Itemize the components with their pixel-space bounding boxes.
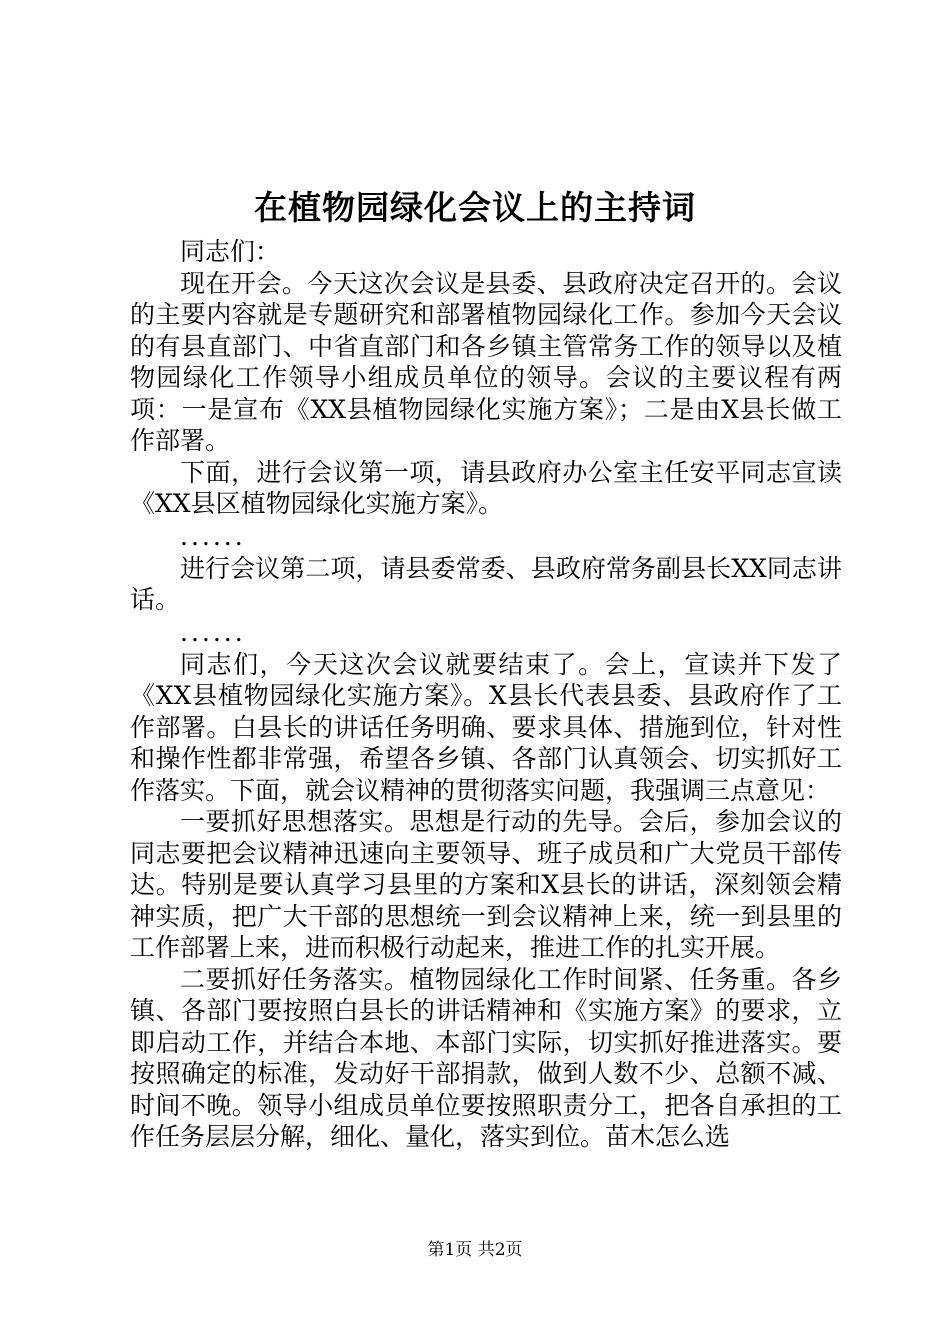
document-title: 在植物园绿化会议上的主持词: [254, 188, 696, 227]
paragraph-item-two: 进行会议第二项，请县委常委、县政府常务副县长XX同志讲话。: [130, 553, 842, 614]
paragraph-point-two: 二要抓好任务落实。植物园绿化工作时间紧、任务重。各乡镇、各部门要按照白县长的讲话精神和《实施方案》的要求，立即启动工作，并结合本地、本部门实际，切实抓好推进落实。要按照确定的标准，发动好干部捐款，做到人数不少、总额不减、时间不晚。领导小组成员单位要按照职责分工，把各自承担的工作任务层层分解，细化、量化，落实到位。苗木怎么选: [130, 964, 842, 1151]
page-footer: 第1页 共2页: [427, 1240, 523, 1260]
paragraph-point-one: 一要抓好思想落实。思想是行动的先导。会后，参加会议的同志要把会议精神迅速向主要领导、班子成员和广大党员干部传达。特别是要认真学习县里的方案和X县长的讲话，深刻领会精神实质，把广大干部的思想统一到会议精神上来，统一到县里的工作部署上来，进而积极行动起来，推进工作的扎实开展。: [130, 807, 842, 962]
paragraph-salutation: 同志们：: [180, 237, 281, 266]
paragraph-closing: 同志们，今天这次会议就要结束了。会上，宣读并下发了《XX县植物园绿化实施方案》。X县长代表县委、县政府作了工作部署。白县长的讲话任务明确、要求具体、措施到位，针对性和操作性都非常强，希望各乡镇、各部门认真领会、切实抓好工作落实。下面，就会议精神的贯彻落实问题，我强调三点意见：: [130, 649, 842, 805]
paragraph-opening: 现在开会。今天这次会议是县委、县政府决定召开的。会议的主要内容就是专题研究和部署植物园绿化工作。参加今天会议的有县直部门、中省直部门和各乡镇主管常务工作的领导以及植物园绿化工作领导小组成员单位的领导。会议的主要议程有两项：一是宣布《XX县植物园绿化实施方案》；二是由X县长做工作部署。: [130, 268, 842, 455]
paragraph-ellipsis: ......: [180, 521, 246, 551]
document-body: [130, 236, 842, 1153]
paragraph-ellipsis: ......: [180, 617, 246, 647]
paragraph-item-one: 下面，进行会议第一项，请县政府办公室主任安平同志宣读《XX县区植物园绿化实施方案》。: [130, 457, 842, 518]
